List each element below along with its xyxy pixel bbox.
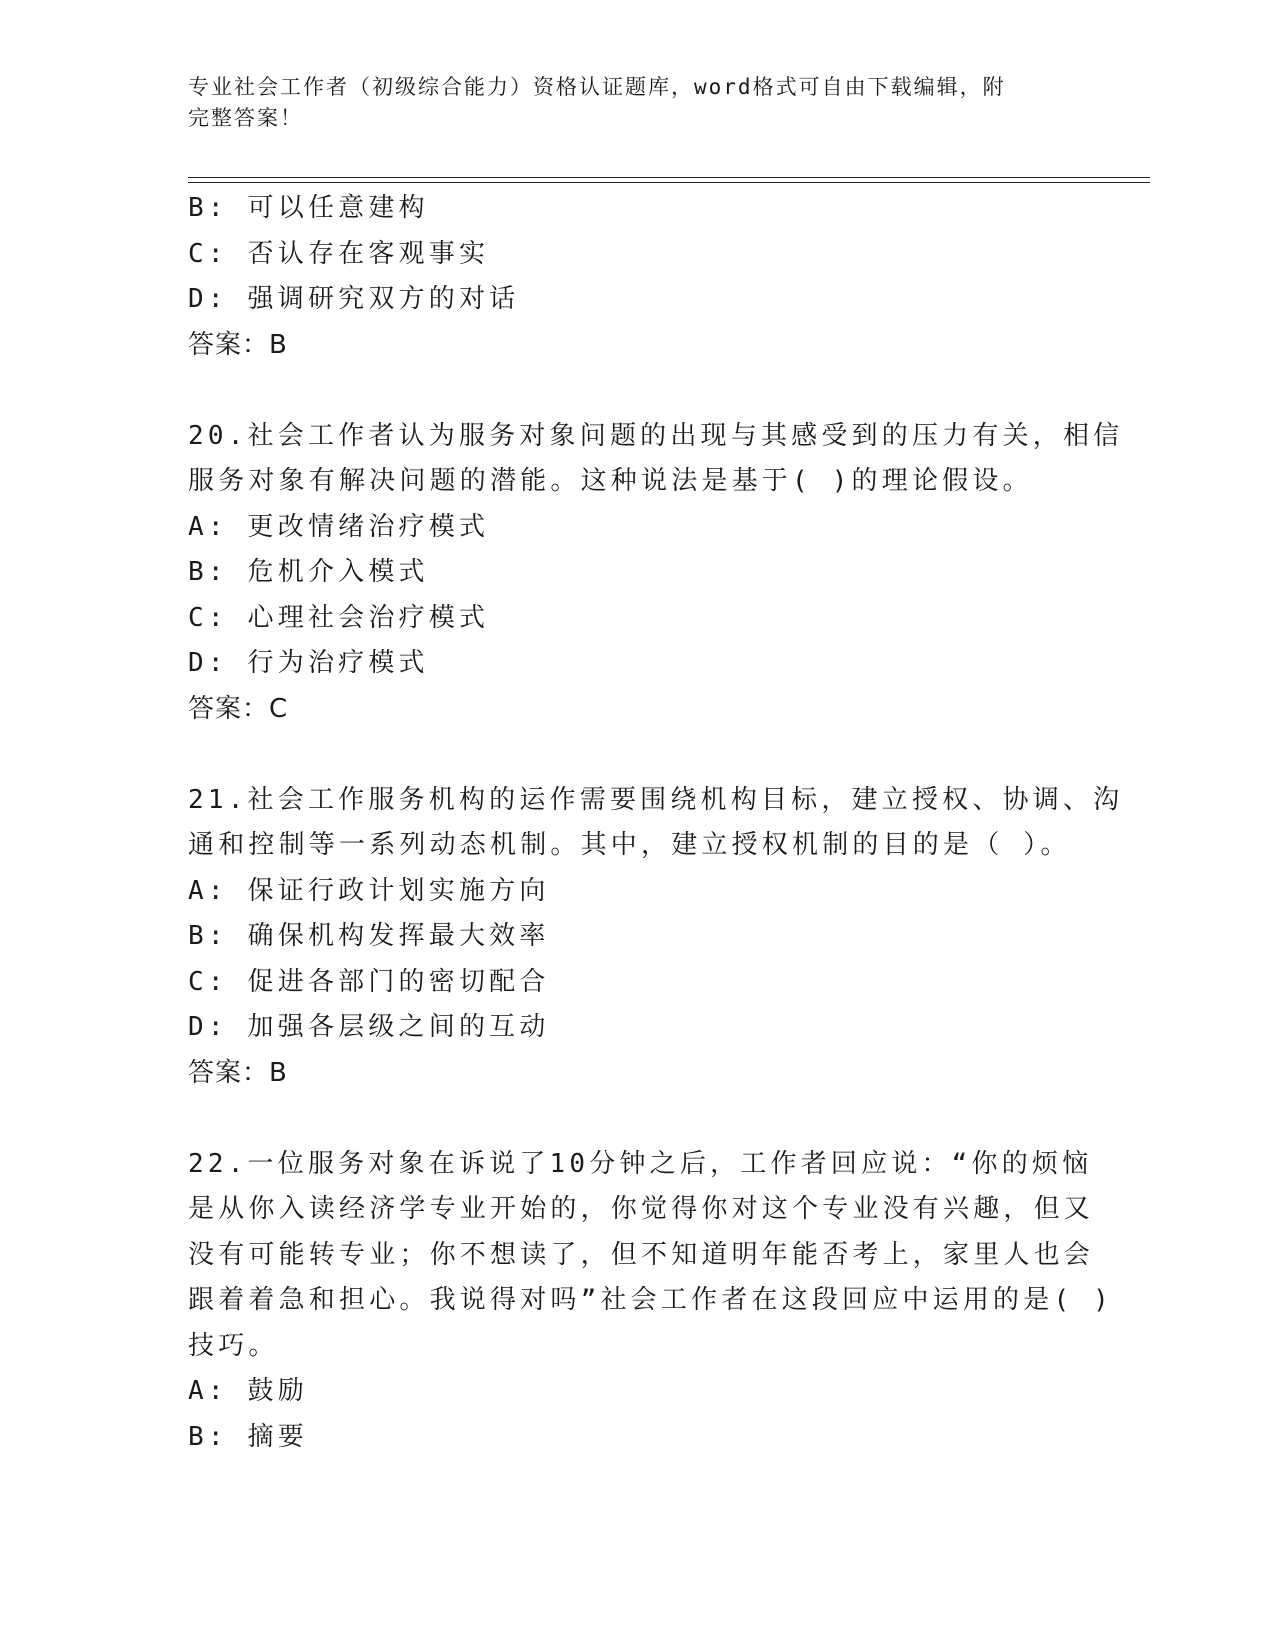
answer: 答案：C: [188, 693, 289, 724]
header-line-1: 专业社会工作者（初级综合能力）资格认证题库，word格式可自由下载编辑，附: [188, 75, 1006, 99]
stem-line: 技巧。: [188, 1330, 279, 1361]
option-c: C: 否认存在客观事实: [188, 238, 490, 269]
option-b: B: 危机介入模式: [188, 557, 429, 587]
spacer: [188, 732, 1088, 778]
stem-line: 通和控制等一系列动态机制。其中，建立授权机制的目的是（ ）。: [188, 830, 1071, 860]
spacer: [188, 368, 1088, 414]
header-divider-bottom: [188, 182, 1150, 183]
answer: 答案：B: [188, 1057, 288, 1088]
header-line-2: 完整答案！: [188, 106, 303, 130]
option-a: A: 更改情绪治疗模式: [188, 511, 490, 542]
option-b: B: 可以任意建构: [188, 193, 429, 223]
stem-line: 跟着着急和担心。我说得对吗”社会工作者在这段回应中运用的是( ): [188, 1285, 1114, 1315]
header-divider-top: [188, 177, 1150, 178]
option-b: B: 摘要: [188, 1421, 308, 1452]
page-header: [188, 72, 1068, 134]
option-d: D: 加强各层级之间的互动: [188, 1012, 550, 1042]
stem-line: 服务对象有解决问题的潜能。这种说法是基于( )的理论假设。: [188, 466, 1033, 496]
document-body: [188, 186, 1124, 1460]
stem-line: 没有可能转专业；你不想读了，但不知道明年能否考上，家里人也会: [188, 1239, 1095, 1270]
question-stem: [188, 1142, 1114, 1370]
stem-line: 22.一位服务对象在诉说了10分钟之后，工作者回应说：“你的烦恼: [188, 1148, 1093, 1179]
stem-line: 20.社会工作者认为服务对象问题的出现与其感受到的压力有关，相信: [188, 420, 1124, 451]
question-stem: [188, 778, 1124, 869]
question-21: [188, 778, 1124, 1097]
question-22: [188, 1142, 1114, 1461]
option-c: C: 促进各部门的密切配合: [188, 966, 550, 997]
stem-line: 是从你入读经济学专业开始的，你觉得你对这个专业没有兴趣，但又: [188, 1194, 1095, 1224]
option-c: C: 心理社会治疗模式: [188, 602, 490, 633]
question-20: [188, 414, 1124, 733]
option-a: A: 鼓励: [188, 1376, 308, 1406]
option-b: B: 确保机构发挥最大效率: [188, 921, 550, 951]
spacer: [188, 1096, 1088, 1142]
option-d: D: 强调研究双方的对话: [188, 284, 520, 314]
option-d: D: 行为治疗模式: [188, 648, 429, 678]
question-stem: [188, 414, 1124, 505]
answer: 答案：B: [188, 329, 288, 360]
question-19-continued: [188, 186, 1088, 368]
stem-line: 21.社会工作服务机构的运作需要围绕机构目标，建立授权、协调、沟: [188, 784, 1124, 815]
option-a: A: 保证行政计划实施方向: [188, 875, 550, 906]
